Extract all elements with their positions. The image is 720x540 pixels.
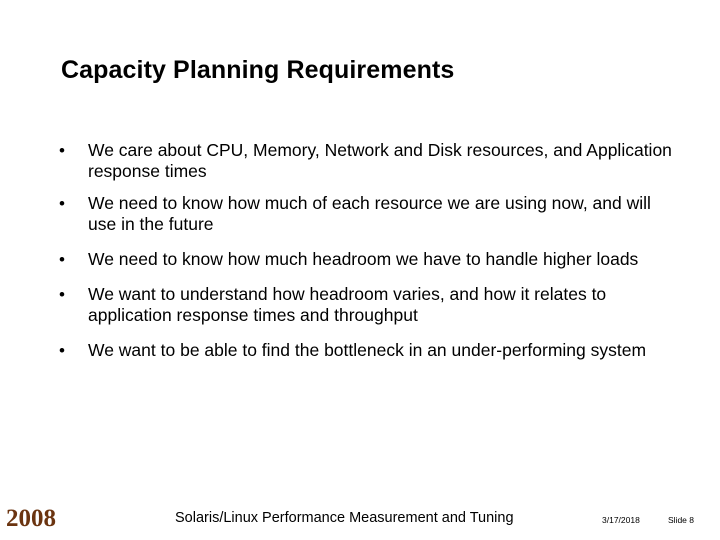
footer-year: 2008 [6,505,56,532]
bullet-marker: • [59,250,65,269]
bullet-item [56,284,676,326]
bullet-list [56,140,676,372]
bullet-marker: • [59,285,65,304]
bullet-text: We care about CPU, Memory, Network and Disk resources, and Application response times [88,140,672,181]
slide-number: Slide 8 [668,515,694,525]
bullet-text: We want to understand how headroom varies, and how it relates to application response times and throughput [88,284,607,325]
bullet-text: We need to know how much of each resource we are using now, and will use in the future [88,193,651,234]
footer-date: 3/17/2018 [602,515,640,525]
slide-title: Capacity Planning Requirements [61,56,455,84]
bullet-item [56,193,676,235]
bullet-item [56,249,676,270]
bullet-text: We need to know how much headroom we have to handle higher loads [88,249,639,269]
bullet-marker: • [59,341,65,360]
bullet-marker: • [59,194,65,213]
bullet-item [56,340,676,361]
footer-title: Solaris/Linux Performance Measurement and Tuning [175,510,514,526]
bullet-text: We want to be able to find the bottleneck in an under-performing system [88,340,647,360]
bullet-item [56,140,676,182]
bullet-marker: • [59,141,65,160]
